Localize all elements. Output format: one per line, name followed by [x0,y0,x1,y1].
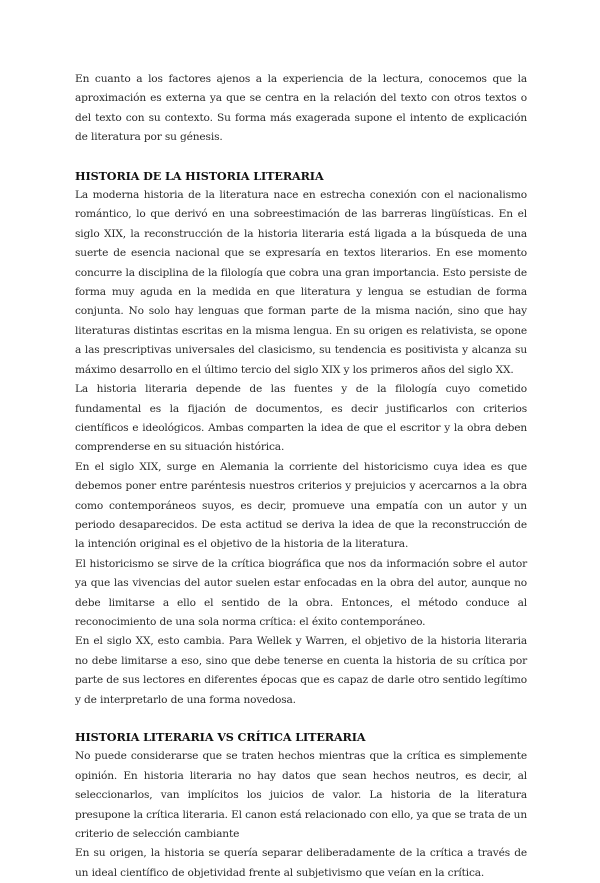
paragraph: La moderna historia de la literatura nace en estrecha conexión con el nacionalismo romántico, lo que derivó en una sobreestimación de las barreras lingüísticas. En el siglo XIX, la reconstrucción de la historia literaria está ligada a la búsqueda de una suerte de esencia nacional que se expresaría en textos literarios. En ese momento concurre la disciplina de la filología que cobra una gran importancia. Esto persiste de forma muy aguda en la medida en que literatura y lengua se estudian de forma conjunta. No solo hay lenguas que forman parte de la misma nación, sino que hay literaturas distintas escritas en la misma lengua. En su origen es relativista, se opone a las prescriptivas universales del clasicismo, su tendencia es positivista y alcanza su máximo desarrollo en el último tercio del siglo XIX y los primeros años del siglo XX. [75,189,527,376]
intro-paragraph: En cuanto a los factores ajenos a la experiencia de la lectura, conocemos que la aproximación es externa ya que se centra en la relación del texto con otros textos o del texto con su contexto. Su forma más exagerada supone el intento de explicación de literatura por su génesis. [75,73,527,144]
section-heading-critica: HISTORIA LITERARIA VS CRÍTICA LITERARIA [75,730,366,744]
paragraph: El historicismo se sirve de la crítica biográfica que nos da información sobre el autor ya que las vivencias del autor suelen estar enfocadas en la obra del autor, aunque no debe limitarse a ello el sentido de la obra. Entonces, el método conduce al reconocimiento de una sola norma crítica: el éxito contemporáneo. [75,557,527,628]
section-heading-historia: HISTORIA DE LA HISTORIA LITERARIA [75,168,324,183]
section-spacer [75,710,527,728]
paragraph: No puede considerarse que se traten hechos mientras que la crítica es simplemente opinión. En historia literaria no hay datos que sean hechos neutros, es decir, al seleccionarlos, van implícitos los juicios de valor. La historia de la literatura presupone la crítica literaria. El canon está relacionado con ello, ya que se trata de un criterio de selección cambiante [75,750,528,841]
paragraph: En su origen, la historia se quería separar deliberadamente de la crítica a través de un ideal científico de objetividad frente al subjetivismo que veían en la crítica. [75,847,527,879]
paragraph: En el siglo XX, esto cambia. Para Wellek y Warren, el objetivo de la historia literaria no debe limitarse a eso, sino que debe tenerse en cuenta la historia de su crítica por parte de sus lectores en diferentes épocas que es capaz de darle otro sentido legítimo y de interpretarlo de una forma novedosa. [75,635,527,706]
paragraph: La historia literaria depende de las fuentes y de la filología cuyo cometido fundamental es la fijación de documentos, es decir justificarlos con criterios científicos e ideológicos. Ambas comparten la idea de que el escritor y la obra deben comprenderse en su situación histórica. [75,383,527,454]
document-page [75,70,527,883]
paragraph: En el siglo XIX, surge en Alemania la corriente del historicismo cuya idea es que debemos poner entre paréntesis nuestros criterios y prejuicios y acercarnos a la obra como contemporáneos suyos, es decir, promueve una empatía con un autor y un periodo desaparecidos. De esta actitud se deriva la idea de que la reconstrucción de la intención original es el objetivo de la historia de la literatura. [75,460,527,551]
